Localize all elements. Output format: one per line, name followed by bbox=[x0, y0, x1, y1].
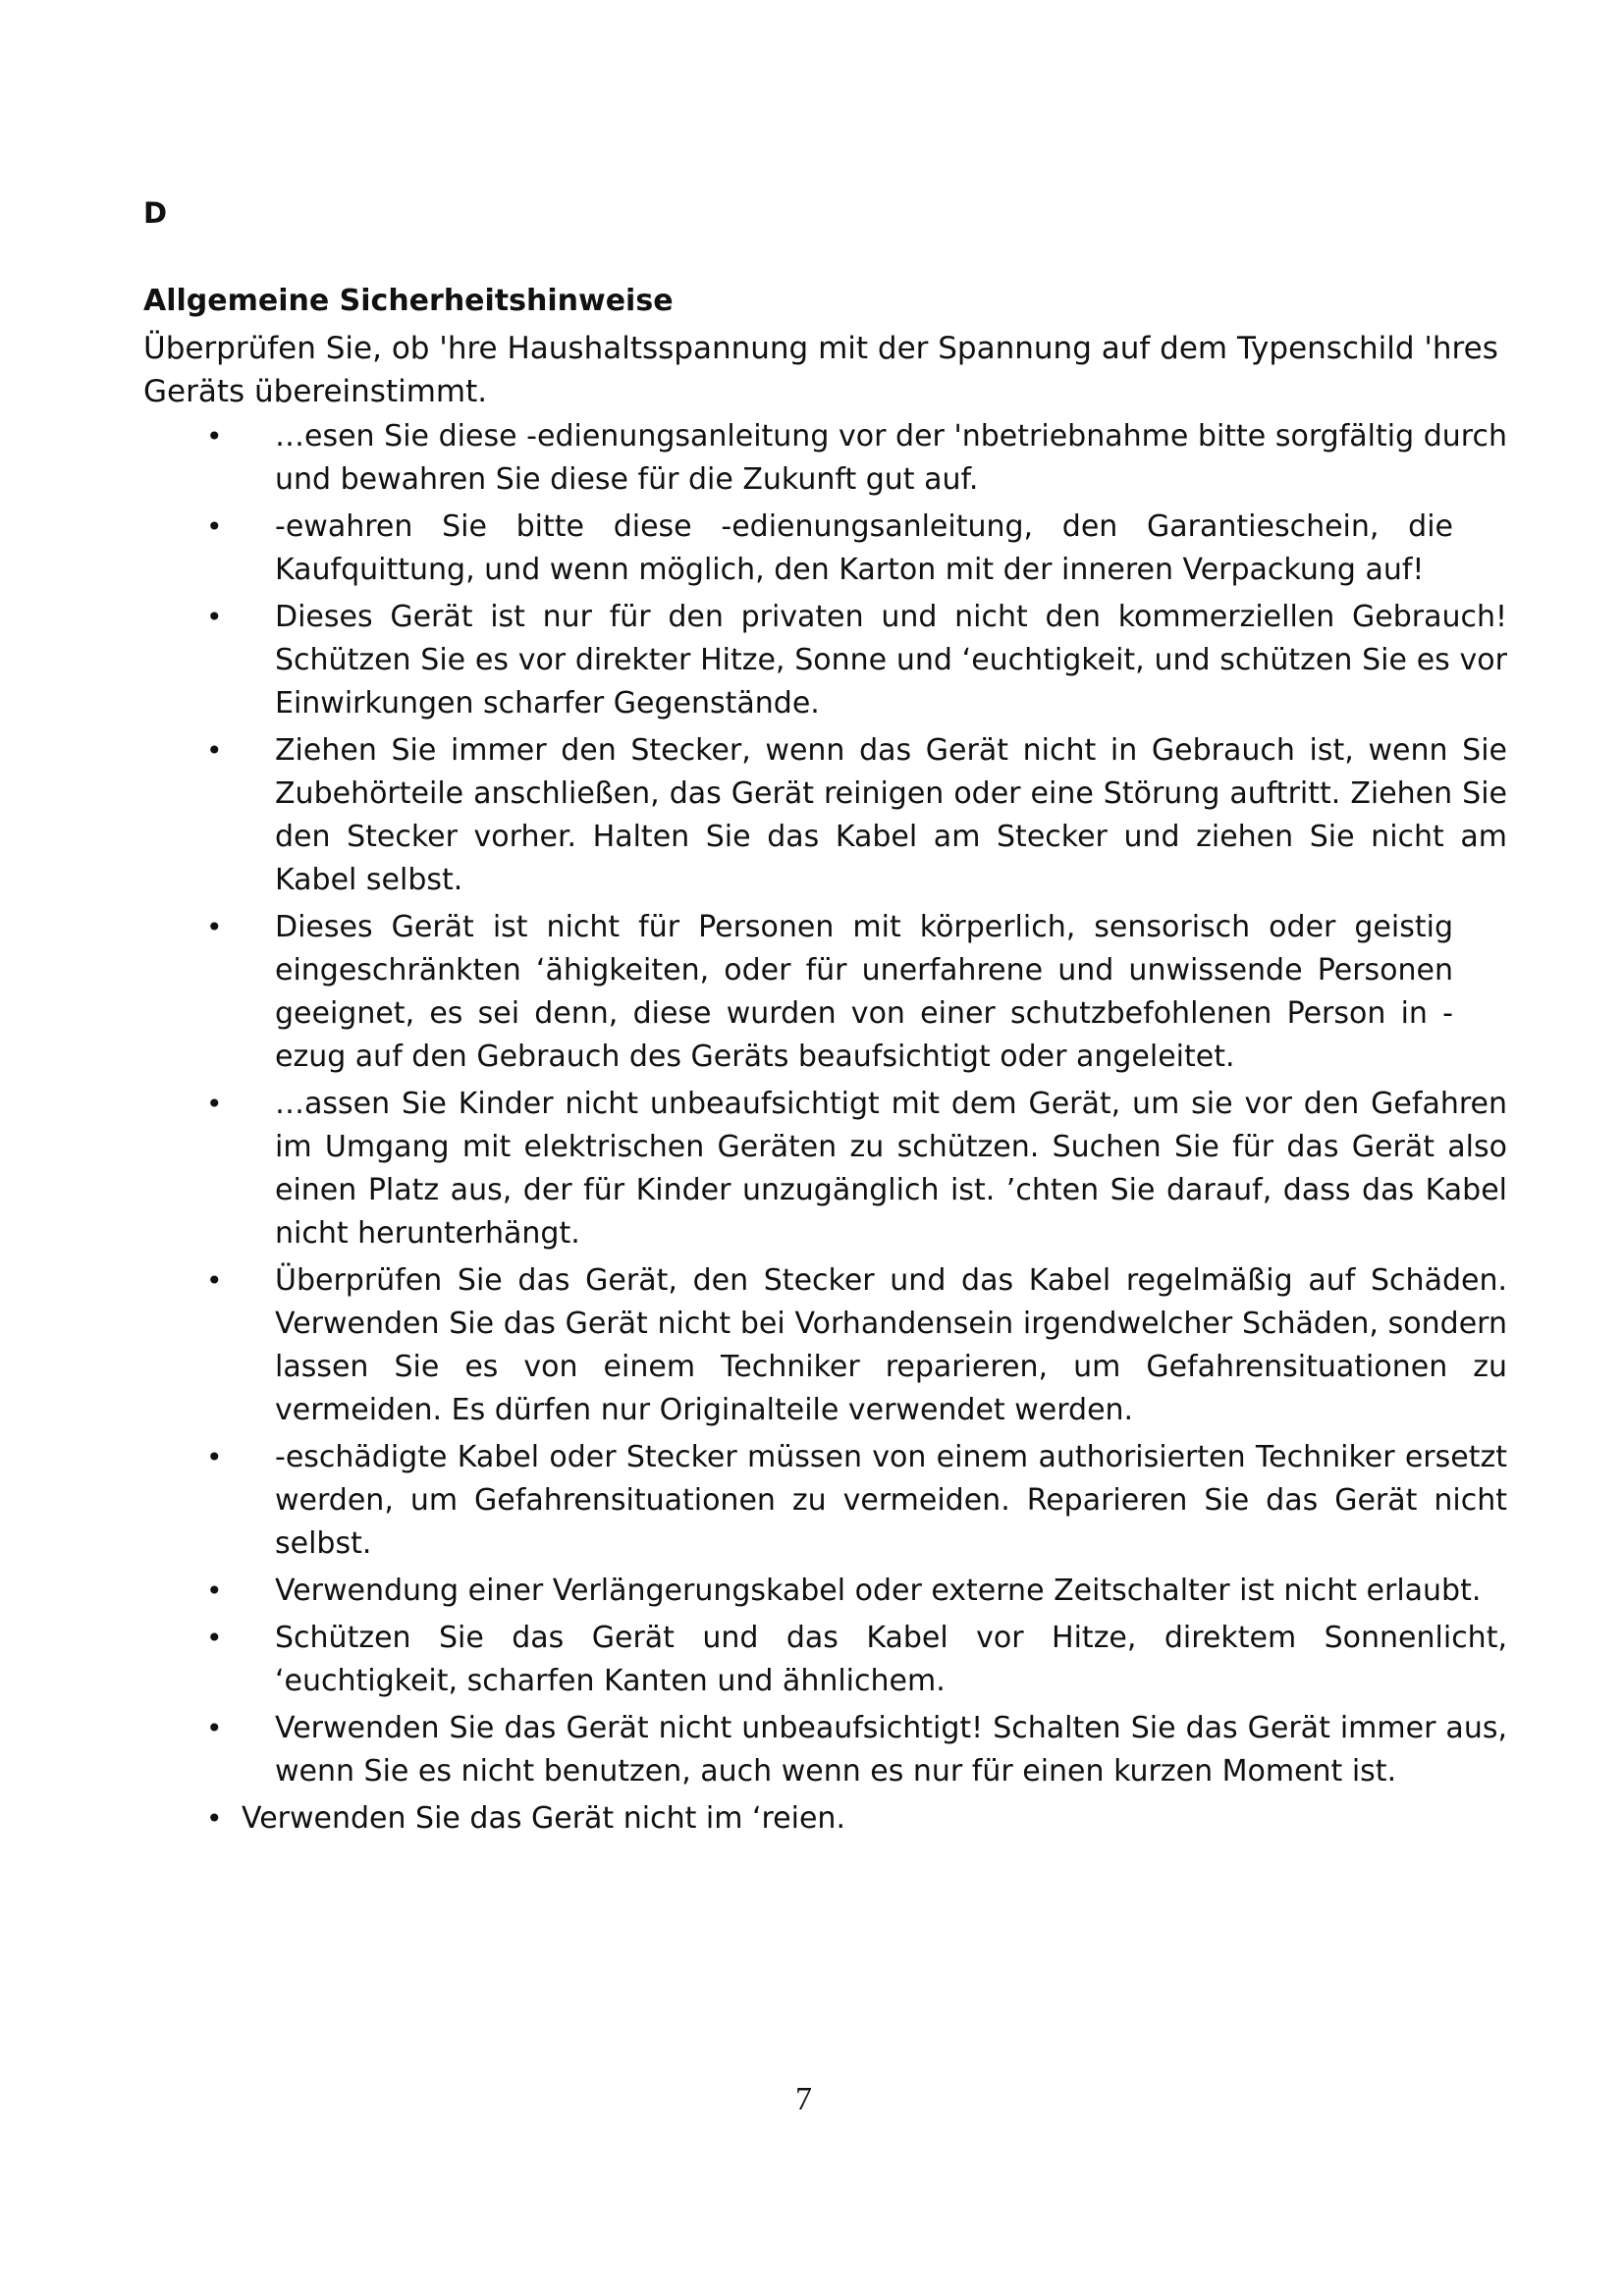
language-marker: D bbox=[143, 196, 168, 230]
list-item bbox=[143, 729, 1514, 902]
section-title: Allgemeine Sicherheitshinweise bbox=[143, 284, 674, 318]
list-item bbox=[143, 506, 1514, 592]
list-item bbox=[143, 1083, 1514, 1255]
intro-paragraph: Überprüfen Sie, ob 'hre Haushaltsspannung mit der Spannung auf dem Typenschild 'hres Geräts übereinstimmt. bbox=[143, 331, 1498, 409]
list-item bbox=[143, 415, 1514, 502]
bullet-icon: • bbox=[206, 1712, 223, 1744]
list-item-text: Verwendung einer Verlängerungskabel oder externe Zeitschalter ist nicht erlaubt. bbox=[275, 1574, 1482, 1608]
bullet-icon: • bbox=[206, 601, 223, 633]
list-item-text: -ewahren Sie bitte diese -edienungsanleitung, den Garantieschein, die Kaufquittung, und wenn möglich, den Karton mit der inneren Verpackung auf! bbox=[275, 509, 1453, 587]
list-item bbox=[143, 596, 1514, 725]
safety-bullet-list bbox=[143, 415, 1518, 1844]
list-item-text: Verwenden Sie das Gerät nicht unbeaufsichtigt! Schalten Sie das Gerät immer aus, wenn Sie es nicht benutzen, auch wenn es nur für einen kurzen Moment ist. bbox=[275, 1711, 1507, 1789]
list-item-text: Schützen Sie das Gerät und das Kabel vor Hitze, direktem Sonnenlicht, ‘euchtigkeit, scharfen Kanten und ähnlichem. bbox=[275, 1621, 1507, 1698]
list-item-text: Dieses Gerät ist nur für den privaten und nicht den kommerziellen Gebrauch! Schützen Sie es vor direkter Hitze, Sonne und ‘euchtigkeit, und schützen Sie es vor Einwirkungen scharfer Gegenstände. bbox=[275, 600, 1507, 721]
bullet-icon: • bbox=[206, 510, 223, 543]
list-item bbox=[143, 1797, 1514, 1841]
list-item-text: Ziehen Sie immer den Stecker, wenn das Gerät nicht in Gebrauch ist, wenn Sie Zubehörteile anschließen, das Gerät reinigen oder eine Störung auftritt. Ziehen Sie den Stecker vorher. Halten Sie das Kabel am Stecker und ziehen Sie nicht am Kabel selbst. bbox=[275, 733, 1507, 897]
list-item-text: -eschädigte Kabel oder Stecker müssen von einem authorisierten Techniker ersetzt werden, um Gefahrensituationen zu vermeiden. Reparieren Sie das Gerät nicht selbst. bbox=[275, 1440, 1507, 1561]
bullet-icon: • bbox=[206, 1802, 223, 1835]
bullet-icon: • bbox=[206, 911, 223, 943]
page-number: 7 bbox=[795, 2081, 812, 2117]
bullet-icon: • bbox=[206, 734, 223, 767]
list-item bbox=[143, 906, 1514, 1079]
bullet-icon: • bbox=[206, 1575, 223, 1607]
list-item-text: …esen Sie diese -edienungsanleitung vor der 'nbetriebnahme bitte sorgfältig durch und bewahren Sie diese für die Zukunft gut auf. bbox=[275, 419, 1507, 497]
list-item bbox=[143, 1436, 1514, 1566]
bullet-icon: • bbox=[206, 420, 223, 453]
list-item bbox=[143, 1707, 1514, 1793]
list-item bbox=[143, 1259, 1514, 1432]
list-item-text: Überprüfen Sie das Gerät, den Stecker und das Kabel regelmäßig auf Schäden. Verwenden Sie das Gerät nicht bei Vorhandensein irgendwelcher Schäden, sondern lassen Sie es von einem Techniker reparieren, um Gefahrensituationen zu vermeiden. Es dürfen nur Originalteile verwendet werden. bbox=[275, 1263, 1507, 1427]
list-item-text: Verwenden Sie das Gerät nicht im ‘reien. bbox=[242, 1801, 845, 1836]
bullet-icon: • bbox=[206, 1622, 223, 1654]
bullet-icon: • bbox=[206, 1088, 223, 1120]
list-item-text: Dieses Gerät ist nicht für Personen mit körperlich, sensorisch oder geistig eingeschränkten ‘ähigkeiten, oder für unerfahrene und unwissende Personen geeignet, es sei denn, diese wurden von einer schutzbefohlenen Person in -ezug auf den Gebrauch des Geräts beaufsichtigt oder angeleitet. bbox=[275, 910, 1453, 1074]
bullet-icon: • bbox=[206, 1264, 223, 1297]
list-item-text: …assen Sie Kinder nicht unbeaufsichtigt mit dem Gerät, um sie vor den Gefahren im Umgang mit elektrischen Geräten zu schützen. Suchen Sie für das Gerät also einen Platz aus, der für Kinder unzugänglich ist. ’chten Sie darauf, dass das Kabel nicht herunterhängt. bbox=[275, 1087, 1507, 1251]
list-item bbox=[143, 1617, 1514, 1703]
bullet-icon: • bbox=[206, 1441, 223, 1473]
list-item bbox=[143, 1570, 1514, 1613]
